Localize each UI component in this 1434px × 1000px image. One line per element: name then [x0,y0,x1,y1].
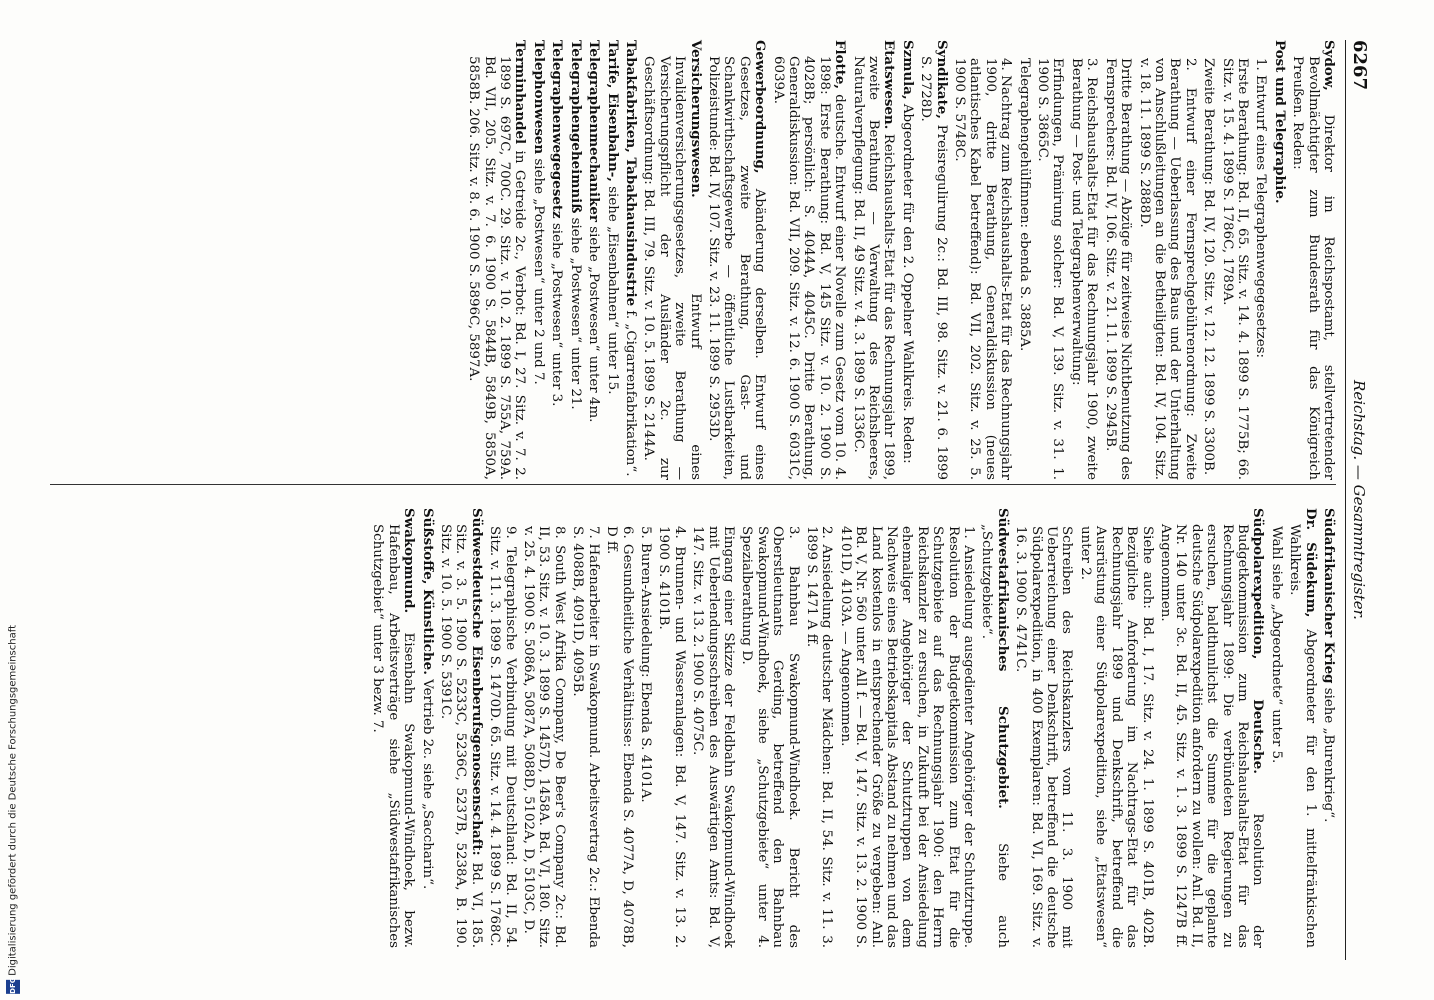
entry-text: siehe „Eisenbahnen“ unter 15. [604,186,620,395]
page-number: 6267 [1349,40,1370,91]
entry-heading: Tabakfabriken, Tabakhausindustrie [622,40,639,307]
entry-heading: Südwestdeutsche Eisenberufsgenossenschaft: [468,508,485,856]
index-entry [1287,508,1318,948]
index-entry [952,40,1014,480]
index-entry [531,40,546,480]
entry-text: 2. Entwurf einer Fernsprechgebührenordnung: Zweite Berathung — Ueberlassung des Baus und der Unterhaltung von Anschlußleitungen an die Betheiligten: Bd. IV, 104. Sitz. v. 18. 11. 1899 S. 2888D. [1136,58,1198,480]
entry-heading: Dr. Südekum, [1302,508,1319,618]
entry-text: Erfindungen, Prämirung solcher: Bd. V, 139. Sitz. v. 31. 1. 1900 S. 3865C. [1035,58,1066,480]
entry-text: siehe „Burenkrieg“. [1321,687,1336,823]
entry-heading: Gewerbeordnung, [752,40,769,174]
index-entry [466,40,528,480]
entry-text: Abgeordneter für den 1. mittelfränkischen Wahlkreis. [1287,524,1318,948]
entry-text: 2. Ansiedelung deutscher Mädchen: Bd. II, 54. Sitz. v. 11. 3. 1899 S. 1471 A ff. [804,526,835,948]
entry-text: 4. Nachtrag zum Reichshaushalts-Etat für das Rechnungsjahr 1900, dritte Berathung, Generaldiskussion (neues atlantisches Kabel betreffend): Bd. VII, 202. Sitz. v. 25. 5. 1900 S. 5748C. [952,58,1014,480]
index-entry [1136,40,1198,480]
entry-text: 1. Entwurf eines Telegraphenwegegesetzes: [1253,58,1269,359]
index-entry [1069,40,1100,480]
entry-text: Eingang einer Skizze der Feldbahn Swakopmund-Windhoek mit Ueberlendungsschreiben des Auswärtigen Amts: Bd. V, 147. Sitz. v. 13. 2. 1900 S. 4075C. [690,526,736,948]
entry-text: 3. Reichshaushalts-Etat für das Rechnungsjahr 1900, zweite Berathung — Post- und Telegraphenverwaltung: [1068,58,1100,480]
entry-text: Wahl siehe „Abgeordnete“ unter 5. [1268,526,1284,764]
entry-heading: Terminhandel [512,40,529,145]
entry-heading: Südpolarexpedition, Deutsche. [1250,508,1267,774]
entry-text: Schreiben des Reichskanzlers vom 11. 3. 1900 mit Ueberreichung einer Denkschrift, betreffend die deutsche Südpolarexpedition, in 400 Exemplaren: Bd. VI, 169. Sitz. v. 16. 3. 1900 S. 4741C. [1013,526,1075,948]
index-entry [1158,508,1266,948]
column-divider [50,484,1336,485]
index-entry [770,40,847,480]
index-entry [918,40,949,480]
entry-text: Reichshaushalts-Etat für das Rechnungsjahr 1899, zweite Berathung — Verwaltung des Reichsheeres, Naturalverpflegung: Bd. II, 49 Sitz. v. 4. 3. 1899 S. 1336C. [850,56,897,480]
index-entry [623,40,638,480]
index-entry [549,40,564,480]
entry-text: 7. Hafenarbeiter in Swakopmund. Arbeitsvertrag 2c.: Ebenda S. 4088B, 4091D, 4095B. [570,526,601,948]
entry-text: 8. South West Afrika Company, De Beer's Company 2c.: Bd. II, 53. Sitz. v. 10. 3. 1899 S. 1457D, 1458A. Bd. VI, 180. Sitz. v. 25. 4. 1900 S. 5086A, 5087A, 5088D, 5102A, D, 5103C, D. [521,526,567,948]
entry-text: Resolution der Budgetkommission zum Reichshaushalts-Etat für das Rechnungsjahr 1899: Die verbündeten Regierungen zu ersuchen, baldthunlichst die Summe für die geplante deutsche Südpolarexpedition anfordern zu wollen: Anl. Bd. II, Nr. 140 unter 3c. Bd. II, 45. Sitz. v. 1. 3. 1899 S. 1247B ff. Angenommen. [1157,524,1266,948]
entry-text: Dritte Berathung — Abzüge für zeitweise Nichtbenutzung des Fernsprechers: Bd. IV, 106. Sitz. v. 21. 11. 1899 S. 2945B. [1102,58,1134,480]
entry-text: 1. Ansiedelung ausgedienter Angehöriger der Schutztruppe. Resolution der Budgetkommission zum Etat für die Schutzgebiete auf das Rechnungsjahr 1900: den Herrn Reichskanzler zu ersuchen, in Zukunft bei der Ansiedelung ehemaliger Angehöriger der Schutztruppen von dem Nachweis eines Betriebskapitals Abstand zu nehmen und das Land kostenlos in entsprechender Größe zu vergeben: Anl. Bd. V, Nr. 560 unter All f. — Bd. V, 147. Sitz. v. 13. 2. 1900 S. 4101D, 4103A. — Angenommen. [837,526,977,948]
entry-heading: Flotte, [832,40,849,90]
index-entry [690,508,736,948]
entry-text: in Getreide 2c., Verbot: Bd. I, 27. Sitz. v. 7. 2. 1899 S. 697C, 700C. 29. Sitz. v. 10. 2. 1899 S. 755A, 759A. Bd. VII, 205. Sitz. v. 7. 6. 1900 S. 5844B, 5849B, 5850A, 5858B. 206. Sitz. v. 8. 6. 1900 S. 5896C, 5897A. [466,56,528,480]
entry-text: Bd. VI, 185. Sitz. v. 3. 5. 1900 S. 5233C, 5236C, 5237B, 5238A, B. 190. Sitz. v. 10. 5. 1900 S. 5391C. [438,524,484,948]
entry-text: Telegraphengehülfinnen: ebenda S. 3885A. [1016,58,1032,352]
dfg-logo-icon: DFG [6,980,20,994]
entry-text: 4. Brunnen- und Wasseranlagen: Bd. V, 147. Sitz. v. 13. 2. 1900 S. 4101B. [656,526,687,948]
index-entry [570,508,601,948]
entry-heading: Telegraphengeheimniß [567,40,584,214]
entry-text: Erste Berathung: Bd. II, 65. Sitz. v. 14. 4. 1899 S. 1775B; 66. Sitz. v. 15. 4. 1899 S. 1786C, 1789A. [1219,58,1250,480]
entry-heading: Süßstoffe, Künstliche. [419,508,436,675]
entry-text: Vertrieb 2c. siehe „Saccharin“. [419,679,435,890]
entry-heading: Szmula, [899,40,916,100]
entry-heading: Südafrikanischer Krieg [1321,508,1337,684]
entry-text: Siehe auch „Schutzgebiete“. [979,524,1010,949]
index-entry [567,40,582,480]
index-entry [1253,40,1268,480]
entry-text: 6. Gesundheitliche Verhältnisse: Ebenda S. 4077A, D, 4078B, D ff. [604,526,635,948]
index-entry [438,508,484,948]
entry-heading: Etatswesen. [881,40,898,130]
entry-text: siehe „Postwesen“ unter 2 und 7. [530,158,546,385]
index-entry [1321,508,1336,948]
entry-heading: Versicherungswesen. [687,40,704,198]
entry-text: Direktor im Reichspostamt, stellvertretender Bevollmächtigter zum Bundesrath für das Königreich Preußen. Reden: [1290,56,1336,480]
entry-heading: Tarife, Eisenbahn-, [604,40,621,182]
entry-text: Zweite Berathung: Bd. IV, 120. Sitz. v. 12. 12. 1899 S. 3300B. [1201,58,1217,476]
index-entry [1219,40,1250,480]
digitization-credit [6,625,20,994]
index-entry [1201,40,1216,480]
left-column [463,40,1336,480]
index-entry [638,508,653,948]
index-entry [521,508,567,948]
index-entry [1016,40,1031,480]
entry-heading: Telegraphenmechaniker [586,40,603,222]
index-entry [1271,40,1286,480]
index-entry [739,508,801,948]
entry-text: Entwurf eines Invalidenversicherungsgesetzes, zweite Berathung — Versicherungspflicht der Ausländer 2c. zur Geschäftsordnung: Bd. III, 79. Sitz. v. 10. 5. 1899 S. 2144A. [641,56,703,480]
entry-text: Preisregulirung 2c.: Bd. III, 98. Sitz. v. 21. 6. 1899 S. 2728D. [918,56,949,480]
index-entry [706,40,768,480]
credit-text: Digitalisierung gefördert durch die Deutsche Forschungsgemeinschaft [7,625,19,976]
entry-heading: Sydow, [1321,40,1337,91]
entry-text: 3. Bahnbau Swakopmund-Windhoek. Bericht des Oberstleutnants Gerding, betreffend den Bahnbau Swakopmund-Windhoek, siehe „Schutzgebiete“ unter 4. Spezialberathung D. [739,526,801,948]
entry-text: deutsche. Entwurf einer Novelle zum Gesetz vom 10. 4. 1898: Erste Berathung: Bd. V, 145 Sitz. v. 10. 2. 1900 S. 4028B; persönlich: S. 4044A, 4045C. Dritte Berathung, Generaldiskussion: Bd. VII, 209. Sitz. v. 12. 6. 1900 S. 6031C, 6039A. [770,56,848,480]
entry-heading: Telegraphenwegegesetz [549,40,566,219]
index-entry [641,40,703,480]
index-entry [487,508,518,948]
entry-text: 5. Buren-Ansiedelung: Ebenda S. 4101A. [637,526,653,803]
index-entry [899,40,914,480]
index-entry [586,40,601,480]
entry-text: siehe „Postwesen“ unter 21. [567,217,583,410]
entry-heading: Südwestafrikanisches Schutzgebiet. [994,508,1011,809]
entry-text: Abänderung derselben. Entwurf eines Gesetzes, zweite Berathung, Gast- und Schankwirthschaftsgewerbe — öffentliche Lustbarkeiten, Polizeistunde: Bd. IV, 107. Sitz. v. 23. 11. 1899 S. 2953D. [705,56,768,480]
index-entry [604,508,635,948]
index-entry [656,508,687,948]
index-entry [1102,40,1133,480]
index-entry [1035,40,1066,480]
index-entry [1268,508,1283,948]
index-entry [1290,40,1336,480]
page-header [1345,40,1376,960]
index-entry [604,40,619,480]
entry-text: f. „Cigarrenfabrikation“. [622,310,638,477]
entry-heading: Syndikate, [933,40,950,119]
index-entry [804,508,835,948]
entry-text: 9. Telegraphische Verbindung mit Deutschland: Bd. II, 54. Sitz. v. 11. 3. 1899 S. 1470D. 65. Sitz. v. 14. 4. 1899 S. 1768C. [487,526,518,948]
entry-text: siehe „Postwesen“ unter 4m. [586,226,602,423]
entry-heading: Telephonwesen [530,40,547,155]
index-entry [419,508,434,948]
index-entry [1013,508,1075,948]
right-column [367,508,1336,948]
index-entry [979,508,1010,948]
entry-text: Abgeordneter für den 2. Oppelner Wahlkreis. Reden: [899,103,915,464]
entry-heading: Swakopmund. [401,508,418,614]
entry-text: siehe „Postwesen“ unter 3. [549,222,565,407]
entry-heading: Post und Telegraphie. [1271,40,1288,204]
index-entry [850,40,896,480]
index-entry [1078,508,1155,948]
entry-text: Siehe auch: Bd. I, 17. Sitz. v. 24. 1. 1899 S. 401B, 402B. Bezügliche Anforderung im Nachtrags-Etat für das Rechnungsjahr 1899 und Denkschrift, betreffend die Ausrüstung einer Südpolarexpedition, siehe „Etatswesen“ unter 2. [1077,526,1155,948]
running-title: Reichstag. — Gesammtregister. [1350,380,1368,620]
entry-text: Eisenbahn Swakopmund-Windhoek, bezw. Hafenbau, Arbeitsverträge siehe „Südwestafrikanisches Schutzgebiet“ unter 3 bezw. 7. [370,524,417,948]
index-entry [837,508,976,948]
index-entry [370,508,416,948]
